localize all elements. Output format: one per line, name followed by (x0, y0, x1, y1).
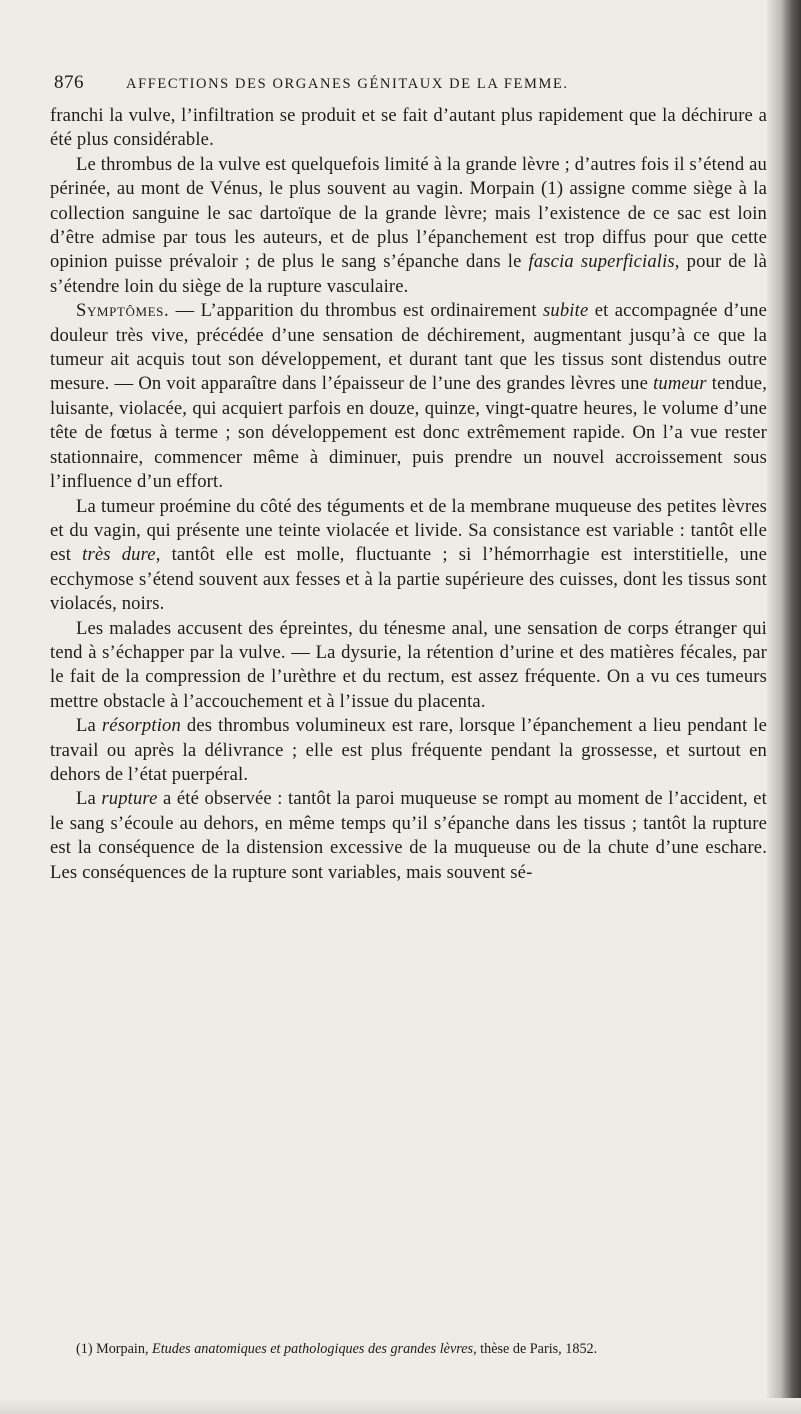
running-title: AFFECTIONS DES ORGANES GÉNITAUX DE LA FEMME. (126, 76, 569, 92)
text-run: a été observée : tantôt la paroi muqueuse se rompt au moment de l’accident, et le sang s’écoule au dehors, en même temps qu’il s’épanche dans les tissus ; tantôt la rupture est la conséquence de la distension excessive de la muqueuse ou de la chute d’une eschare. Les conséquences de la rupture sont variables, mais souvent sé- (50, 788, 768, 883)
italic-term: rupture (101, 788, 158, 810)
text-run: franchi la vulve, l’infiltration se produit et se fait d’autant plus rapidement que la déchirure a été plus considérable. (50, 105, 767, 151)
text-run: Le thrombus de la vulve est quelquefois limité à la grande lèvre ; d’autres fois il s’étend au périnée, au mont de Vénus, le plus souvent au vagin. Morpain (1) assigne comme siège à la collection sanguine le sac dartoïque de la grande lèvre; mais l’existence de ce sac est loin d’être admise par tous les auteurs, et de plus l’épanchement est trop diffus pour que cette opinion puisse prévaloir ; de plus le sang s’épanche dans le (50, 153, 767, 273)
paragraph-3 (50, 299, 767, 494)
text-run: et accompagnée d’une douleur très vive, précédée d’une sensation de déchirement, augmentant jusqu’à ce que la tumeur ait acquis tout son développement, et durant tant que les tissus sont distendus outre mesure. — On voit apparaître dans l’épaisseur de l’une des grandes lèvres une (50, 300, 767, 395)
text-run: tendue, luisante, violacée, qui acquiert parfois en douze, quinze, vingt-quatre heures, le volume d’une tête de fœtus à terme ; son développement est donc extrêmement rapide. On l’a vue rester stationnaire, commencer même à diminuer, puis prendre un nouvel accroissement sous l’influence d’un effort. (50, 373, 768, 493)
paragraph-6 (50, 714, 767, 787)
text-run: — L’apparition du thrombus est ordinairement (169, 300, 544, 322)
italic-term: résorption (101, 715, 181, 737)
page-binding-shadow (767, 0, 801, 1414)
footnote-title: Etudes anatomiques et pathologiques des grandes lèvres (152, 1341, 474, 1357)
body-text (50, 104, 767, 885)
paragraph-1 (50, 104, 767, 153)
paragraph-5 (50, 617, 767, 715)
italic-term: tumeur (653, 373, 707, 395)
text-run: des thrombus volumineux est rare, lorsque l’épanchement a lieu pendant le travail ou après la délivrance ; elle est plus fréquente pendant la grossesse, et surtout en dehors de l’état puerpéral. (50, 715, 767, 785)
italic-term: subite (543, 300, 589, 322)
paragraph-7 (50, 787, 767, 885)
italic-term: très dure (82, 544, 156, 566)
paragraph-4 (50, 495, 767, 617)
page-bottom-shade (0, 1398, 801, 1414)
text-run: , pour de là s’étendre loin du siège de la rupture vasculaire. (50, 251, 767, 297)
page-number: 876 (54, 72, 84, 93)
book-page (50, 72, 767, 885)
section-heading-symptomes: Symptômes. (76, 300, 170, 322)
text-run: La tumeur proémine du côté des téguments et de la membrane muqueuse des petites lèvres et du vagin, qui présente une teinte violacée et livide. Sa consistance est variable : tantôt elle est (50, 495, 767, 566)
text-run: Les malades accusent des épreintes, du ténesme anal, une sensation de corps étranger qui tend à s’échapper par la vulve. — La dysurie, la rétention d’urine et des matières fécales, par le fait de la compression de l’urèthre et du rectum, est assez fréquente. On a vu ces tumeurs mettre obstacle à l’accouchement et à l’issue du placenta. (50, 617, 767, 712)
text-run: La (76, 715, 102, 737)
page-header (54, 72, 767, 94)
footnote-text: , thèse de Paris, 1852. (473, 1341, 598, 1357)
text-run: La (76, 788, 102, 810)
footnote (50, 1340, 767, 1359)
footnote-text: (1) Morpain, (76, 1341, 153, 1357)
paragraph-2 (50, 153, 767, 299)
italic-term: fascia superficialis (528, 251, 675, 273)
text-run: , tantôt elle est molle, fluctuante ; si l’hémorrhagie est interstitielle, une ecchymose s’étend souvent aux fesses et à la partie supérieure des cuisses, dont les tissus sont violacés, noirs. (50, 544, 768, 615)
